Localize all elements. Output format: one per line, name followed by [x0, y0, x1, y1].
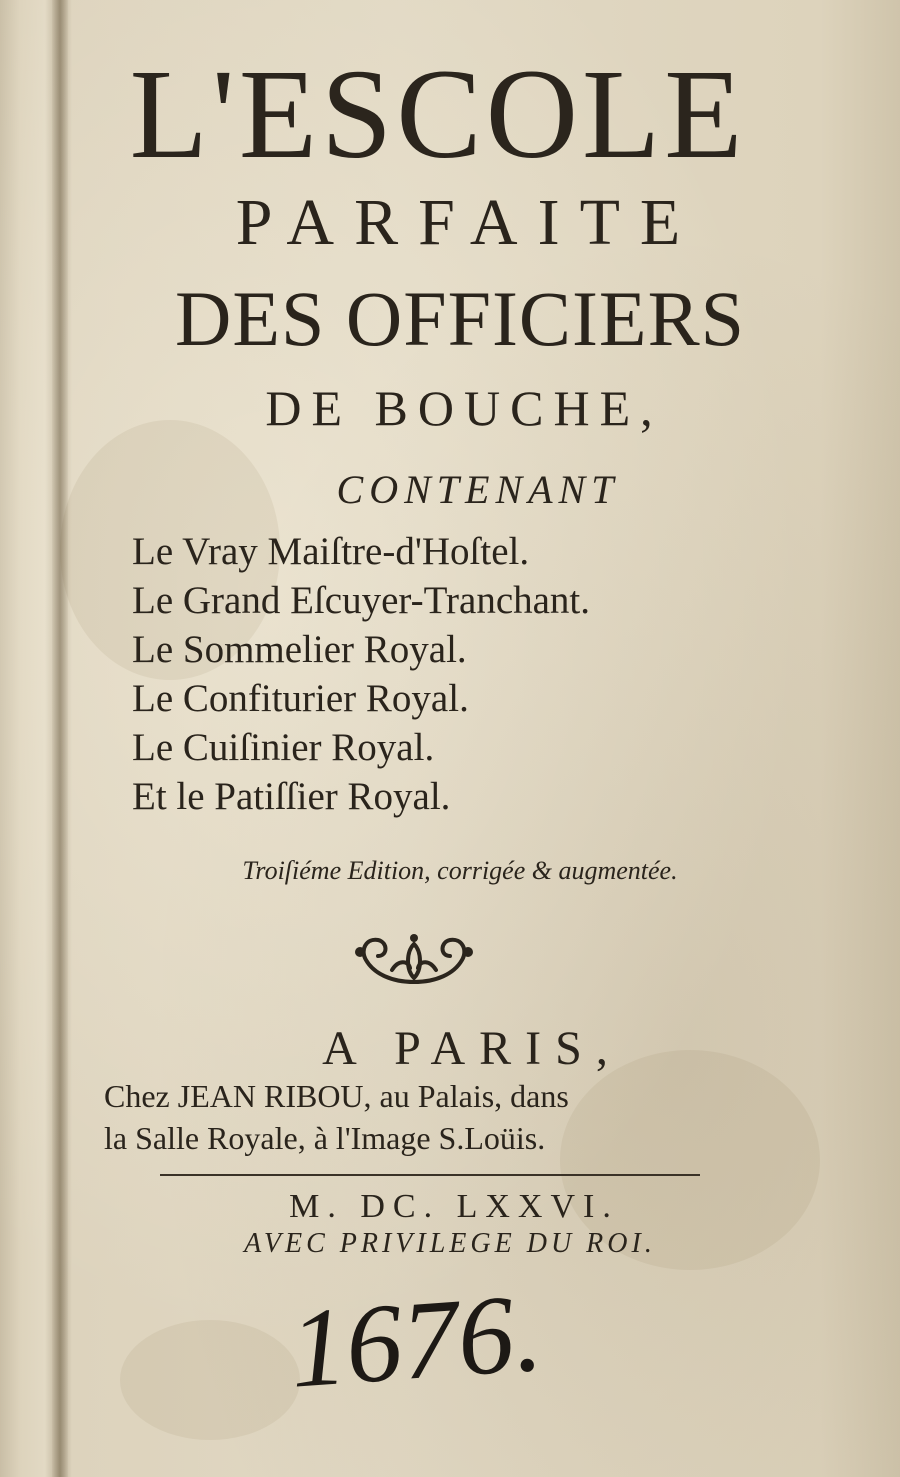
edition-note: Troiſiéme Edition, corrigée & augmentée.: [242, 856, 678, 885]
contents-item: Et le Patiſſier Royal.: [132, 775, 451, 818]
title-line-4: DE BOUCHE,: [265, 380, 663, 436]
contents-item: Le Confiturier Royal.: [132, 677, 469, 720]
imprint-year: M. DC. LXXVI.: [289, 1188, 619, 1225]
contents-item: Le Grand Eſcuyer-Tranchant.: [132, 579, 591, 622]
handwritten-date: 1676.: [285, 1270, 547, 1412]
divider-rule: [160, 1174, 700, 1176]
paper-stain: [120, 1320, 300, 1440]
imprint-city: A PARIS,: [322, 1022, 622, 1075]
printers-ornament-icon: [352, 930, 476, 992]
royal-privilege: AVEC PRIVILEGE DU ROI.: [244, 1228, 656, 1259]
title-line-3: DES OFFICIERS: [175, 275, 745, 362]
imprint-publisher-line-1: Chez JEAN RIBOU, au Palais, dans: [104, 1078, 569, 1114]
imprint-publisher-line-2: la Salle Royale, à l'Image S.Loüis.: [104, 1120, 546, 1156]
contents-item: Le Vray Maiſtre-d'Hoſtel.: [132, 530, 530, 573]
contents-item: Le Cuiſinier Royal.: [132, 726, 435, 769]
title-line-2: PARFAITE: [235, 186, 701, 259]
contents-heading: CONTENANT: [336, 467, 620, 512]
contents-item: Le Sommelier Royal.: [132, 628, 467, 671]
title-line-1: L'ESCOLE: [129, 43, 747, 185]
